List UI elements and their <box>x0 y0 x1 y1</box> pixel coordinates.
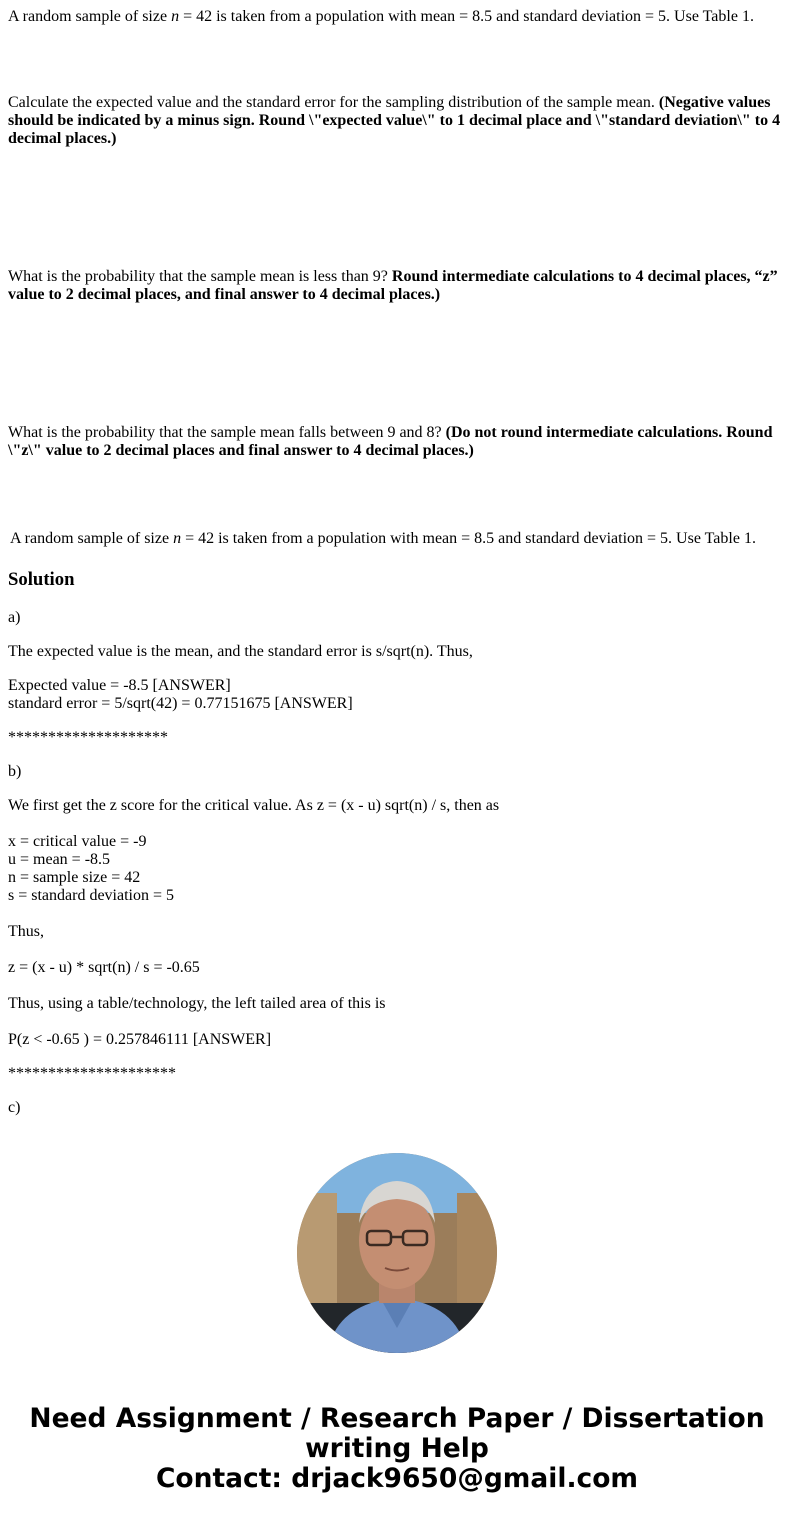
footer-headline: Need Assignment / Research Paper / Dissertation <box>29 1403 765 1434</box>
footer-contact-email: Contact: drjack9650@gmail.com <box>155 1463 639 1494</box>
mean-line: u = mean = -8.5 <box>8 851 111 868</box>
critical-value-line: x = critical value = -9 <box>8 833 147 850</box>
question-part-b: What is the probability that the sample mean is less than 9? Round intermediate calculations to 4 decimal places, “z” value to 2 decimal places, and final answer to 4 decimal places.) <box>8 268 778 303</box>
probability-answer: P(z < -0.65 ) = 0.257846111 [ANSWER] <box>8 1031 272 1048</box>
separator-stars: ******************** <box>8 729 168 746</box>
question-repeat: A random sample of size n = 42 is taken from a population with mean = 8.5 and standard deviation = 5. Use Table 1. <box>10 530 756 547</box>
part-c-label: c) <box>8 1099 21 1116</box>
thus-text: Thus, <box>8 923 44 940</box>
footer-subline: writing Help <box>305 1433 489 1464</box>
sample-size-line: n = sample size = 42 <box>8 869 141 886</box>
left-tail-text: Thus, using a table/technology, the left tailed area of this is <box>8 995 386 1012</box>
contact-footer <box>0 1404 794 1494</box>
part-a-label: a) <box>8 609 21 626</box>
question-intro: A random sample of size n = 42 is taken from a population with mean = 8.5 and standard deviation = 5. Use Table 1. <box>8 8 754 25</box>
standard-error-answer: standard error = 5/sqrt(42) = 0.77151675 [ANSWER] <box>8 695 353 712</box>
question-part-c: What is the probability that the sample mean falls between 9 and 8? (Do not round intermediate calculations. Round \"z\" value to 2 decimal places and final answer to 4 decimal places.) <box>8 424 773 459</box>
part-a-explanation: The expected value is the mean, and the standard error is s/sqrt(n). Thus, <box>8 643 473 660</box>
std-dev-line: s = standard deviation = 5 <box>8 887 175 904</box>
solution-heading: Solution <box>8 569 75 590</box>
question-part-a: Calculate the expected value and the standard error for the sampling distribution of the sample mean. (Negative values should be indicated by a minus sign. Round \"expected value\" to 1 decimal place and \"standard deviation\" to 4 decimal places.) <box>8 94 781 147</box>
author-avatar <box>297 1153 497 1353</box>
z-score-line: z = (x - u) * sqrt(n) / s = -0.65 <box>8 959 200 976</box>
part-b-explanation: We first get the z score for the critical value. As z = (x - u) sqrt(n) / s, then as <box>8 797 500 814</box>
expected-value-answer: Expected value = -8.5 [ANSWER] <box>8 677 231 694</box>
separator-stars: ********************* <box>8 1065 176 1082</box>
part-b-label: b) <box>8 763 22 780</box>
